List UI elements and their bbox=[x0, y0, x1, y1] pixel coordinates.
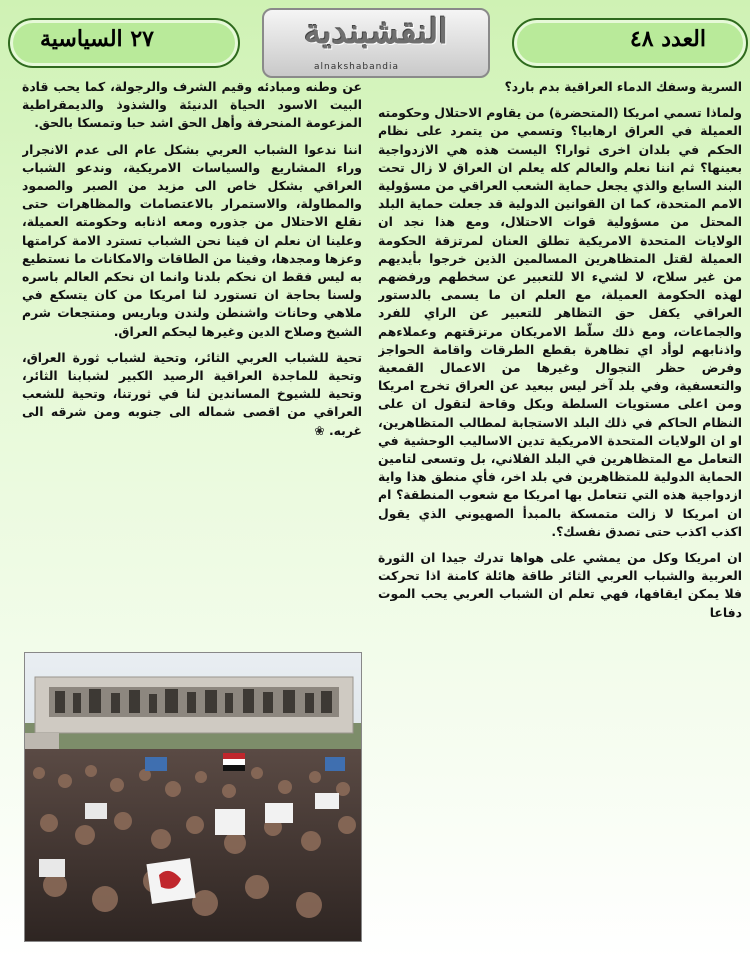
left-paragraph-3-text: تحية للشباب العربي الثائر، وتحية لشباب ثورة العراق، وتحية للماجدة العراقية الرصيد الكبير لشبابنا الثائر، وتحية للشيوخ المساندين لنا في ثورتنا، وتحية للشعب العراقي من اقصى شماله الى جنوبه ومن شرقه الى غربه. bbox=[22, 349, 362, 438]
left-paragraph-1: عن وطنه ومبادئه وقيم الشرف والرجولة، كما يحب قادة البيت الاسود الحياة الدنيئة والشذوذ والديمقراطية المزعومة المنحرفة وأهل الحق اشد حبا وتمسكا بالحق. bbox=[22, 79, 362, 131]
left-paragraph-3 bbox=[22, 349, 362, 440]
logo-arabic: النقشبندية bbox=[304, 12, 448, 52]
issue-label: العدد ٤٨ bbox=[629, 26, 706, 52]
page-header bbox=[0, 0, 750, 80]
issue-banner bbox=[512, 18, 748, 68]
page-label-banner bbox=[8, 18, 240, 68]
page-label: ٢٧ السياسية bbox=[40, 26, 154, 52]
end-mark-icon: ❀ bbox=[314, 422, 325, 438]
right-paragraph-1: السرية وسفك الدماء العراقية بدم بارد؟ bbox=[504, 79, 742, 94]
protest-photo bbox=[24, 652, 362, 942]
right-paragraph-2: ولماذا تسمي امريكا (المتحضرة) من يقاوم الاحتلال وحكومته العميلة في العراق ارهابيا؟ وتسمي من يتمرد على نظام الحكم في بلدان اخرى ثوارا؟ اليست هذه هي الازدواجية بعينها؟ ثم اننا نعلم والعالم كله يعلم ان العراق لا زال تحت البند السابع والذي يجعل حماية الشعب العراقي من مسؤولية الامم المتحدة، كما ان القوانين الدولية قد جعلت حماية البلد المحتل من مسؤولية قوات الاحتلال، ومع هذا نجد ان الولايات المتحدة الامريكية تطلق العنان لمرتزقة الحكومة العميلة لقتل المتظاهرين المسالمين الذين خرجوا بأيديهم من غير سلاح، لا لشيء الا للتعبير عن سخطهم ورفضهم لهذه الحكومة العميلة، مع العلم ان ما يسمى بالدستور العراقي يكفل حق التظاهر للتعبير عن الراي للفرد والجماعات، ومع ذلك سلّط الامريكان مرتزقتهم وعملاءهم واذنابهم لوأد اي تظاهرة بقطع الطرقات واقامة الحواجز وفرض حظر التجوال وغيرها من الاعمال القمعية والتعسفية، وفي بلد آخر ليس ببعيد عن العراق تخرج امريكا ومن اعلى مستويات السلطة وبكل وقاحة لتقول ان على النظام الحاكم في ذلك البلد الاستجابة لمطالب المتظاهرين، او ان الولايات المتحدة الامريكية تدين الاساليب الوحشية في التعامل مع المتظاهرين في البلد الفلاني، بل وتسعى لتامين الحماية الدولية للمتظاهرين في بلد اخر، فأي منطق هذا واية ازدواجية هذه التي تتعامل بها امريكا مع شعوب المنطقة؟ ام ان امريكا لا زالت متمسكة بالمبدأ الصهيوني الذي يقول اكذب اكذب حتى تصدق نفسك؟. bbox=[378, 105, 742, 539]
protest-crowd-photo-icon bbox=[25, 653, 361, 941]
left-column bbox=[22, 78, 362, 648]
right-paragraph-3: ان امريكا وكل من يمشي على هواها تدرك جيدا ان الثورة العربية والشباب العربي الثائر طاقة هائلة كامنة اذا تحركت فلا يمكن ايقافها، فهي تعلم ان الشباب العربي يحب الموت دفاعا bbox=[378, 550, 742, 620]
newspaper-logo bbox=[262, 8, 490, 78]
right-column bbox=[378, 78, 742, 958]
left-paragraph-2: اننا ندعوا الشباب العربي بشكل عام الى عدم الانجرار وراء المشاريع والسياسات الامريكية، وندعو الشباب العراقي بشكل خاص الى مزيد من الصبر والصمود والمطاولة، والاستمرار بالاعتصامات والمظاهرات حتى نقلع الاحتلال من جذوره ومعه اذنابه وحكومته العميلة، وعلينا ان نعلم ان فينا نحن الشباب تسترد الامة كرامتها وعزها ومجدها، وفينا من الطاقات والامكانات ما نستطيع به ليس فقط ان نحكم بلدنا وانما ان نحكم العالم باسره ولسنا بحاجة ان تستورد لنا امريكا من كان يتسكع في ملاهي وحانات واشنطن ولندن وباريس ومنتجعات شرم الشيخ وصلاح الدين وغيرها ليحكم العراق. bbox=[22, 141, 362, 339]
logo-latin: alnakshabandia bbox=[314, 62, 400, 72]
